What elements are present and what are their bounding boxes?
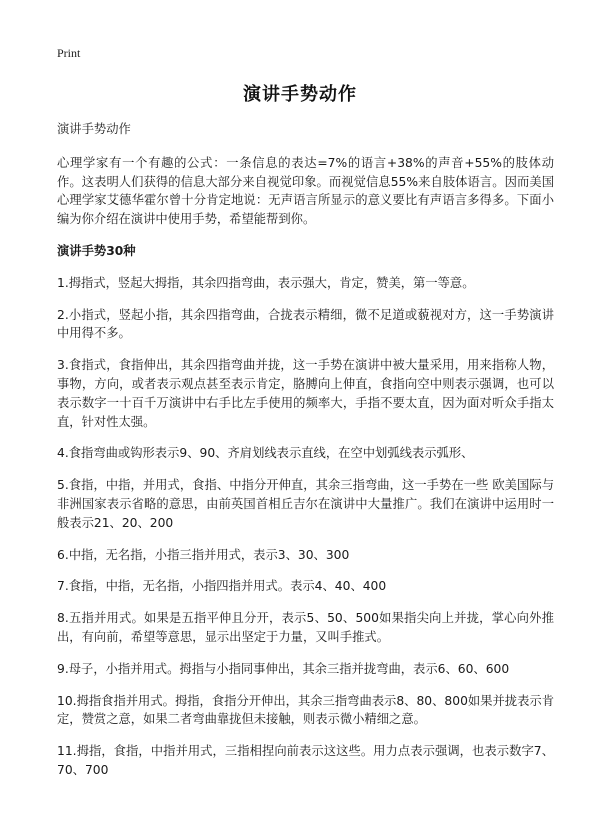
list-item: 5.食指，中指，并用式，食指、中指分开伸直，其余三指弯曲，这一手势在一些 欧美国际与非洲国家表示省略的意思，由前英国首相丘吉尔在演讲中大量推广。我们在演讲中运用时一般表示21、20、200 [57, 478, 554, 530]
section-heading: 演讲手势30种 [57, 243, 136, 258]
list-item: 8.五指并用式。如果是五指平伸且分开，表示5、50、500如果指尖向上并拢，掌心向外推出，有向前，希望等意思，显示出坚定于力量，又叫手推式。 [57, 611, 554, 644]
list-item: 2.小指式，竖起小指，其余四指弯曲，合拢表示精细，微不足道或藐视对方，这一手势演讲中用得不多。 [57, 307, 554, 341]
intro-paragraph: 心理学家有一个有趣的公式：一条信息的表达=7%的语言+38%的声音+55%的肢体动作。这表明人们获得的信息大部分来自视觉印象。而视觉信息55%来自肢体语言。因而美国心理学家艾德华霍尔曾十分肯定地说：无声语言所显示的意义要比有声语言多得多。下面小编为你介绍在演讲中使用手势，希望能帮到你。 [57, 155, 554, 227]
list-item: 3.食指式，食指伸出，其余四指弯曲并拢，这一手势在演讲中被大量采用，用来指称人物，事物，方向，或者表示观点甚至表示肯定，胳膊向上伸直，食指向空中则表示强调，也可以表示数字一十百千万演讲中右手比左手使用的频率大，手指不要太直，因为面对听众手指太直，针对性太强。 [57, 358, 554, 429]
list-item: 9.母子，小指并用式。拇指与小指同事伸出，其余三指并拢弯曲，表示6、60、600 [57, 661, 510, 676]
list-item: 10.拇指食指并用式。拇指，食指分开伸出，其余三指弯曲表示8、80、800如果并拢表示肯定，赞赏之意，如果二者弯曲靠拢但未接触，则表示微小精细之意。 [57, 693, 554, 727]
list-item: 7.食指，中指，无名指，小指四指并用式。表示4、40、400 [57, 579, 387, 594]
list-item: 4.食指弯曲或钩形表示9、90、齐肩划线表示直线，在空中划弧线表示弧形、 [57, 446, 474, 461]
page-title: 演讲手势动作 [243, 84, 357, 105]
article-subtitle: 演讲手势动作 [57, 122, 131, 136]
article-body [57, 120, 554, 793]
print-label: Print [57, 46, 81, 60]
list-item: 6.中指，无名指，小指三指并用式，表示3、30、300 [57, 547, 350, 562]
list-item: 1.拇指式，竖起大拇指，其余四指弯曲，表示强大，肯定，赞美，第一等意。 [57, 275, 475, 290]
list-item: 11.拇指，食指，中指并用式，三指相捏向前表示这这些。用力点表示强调，也表示数字7、70、700 [57, 744, 554, 777]
